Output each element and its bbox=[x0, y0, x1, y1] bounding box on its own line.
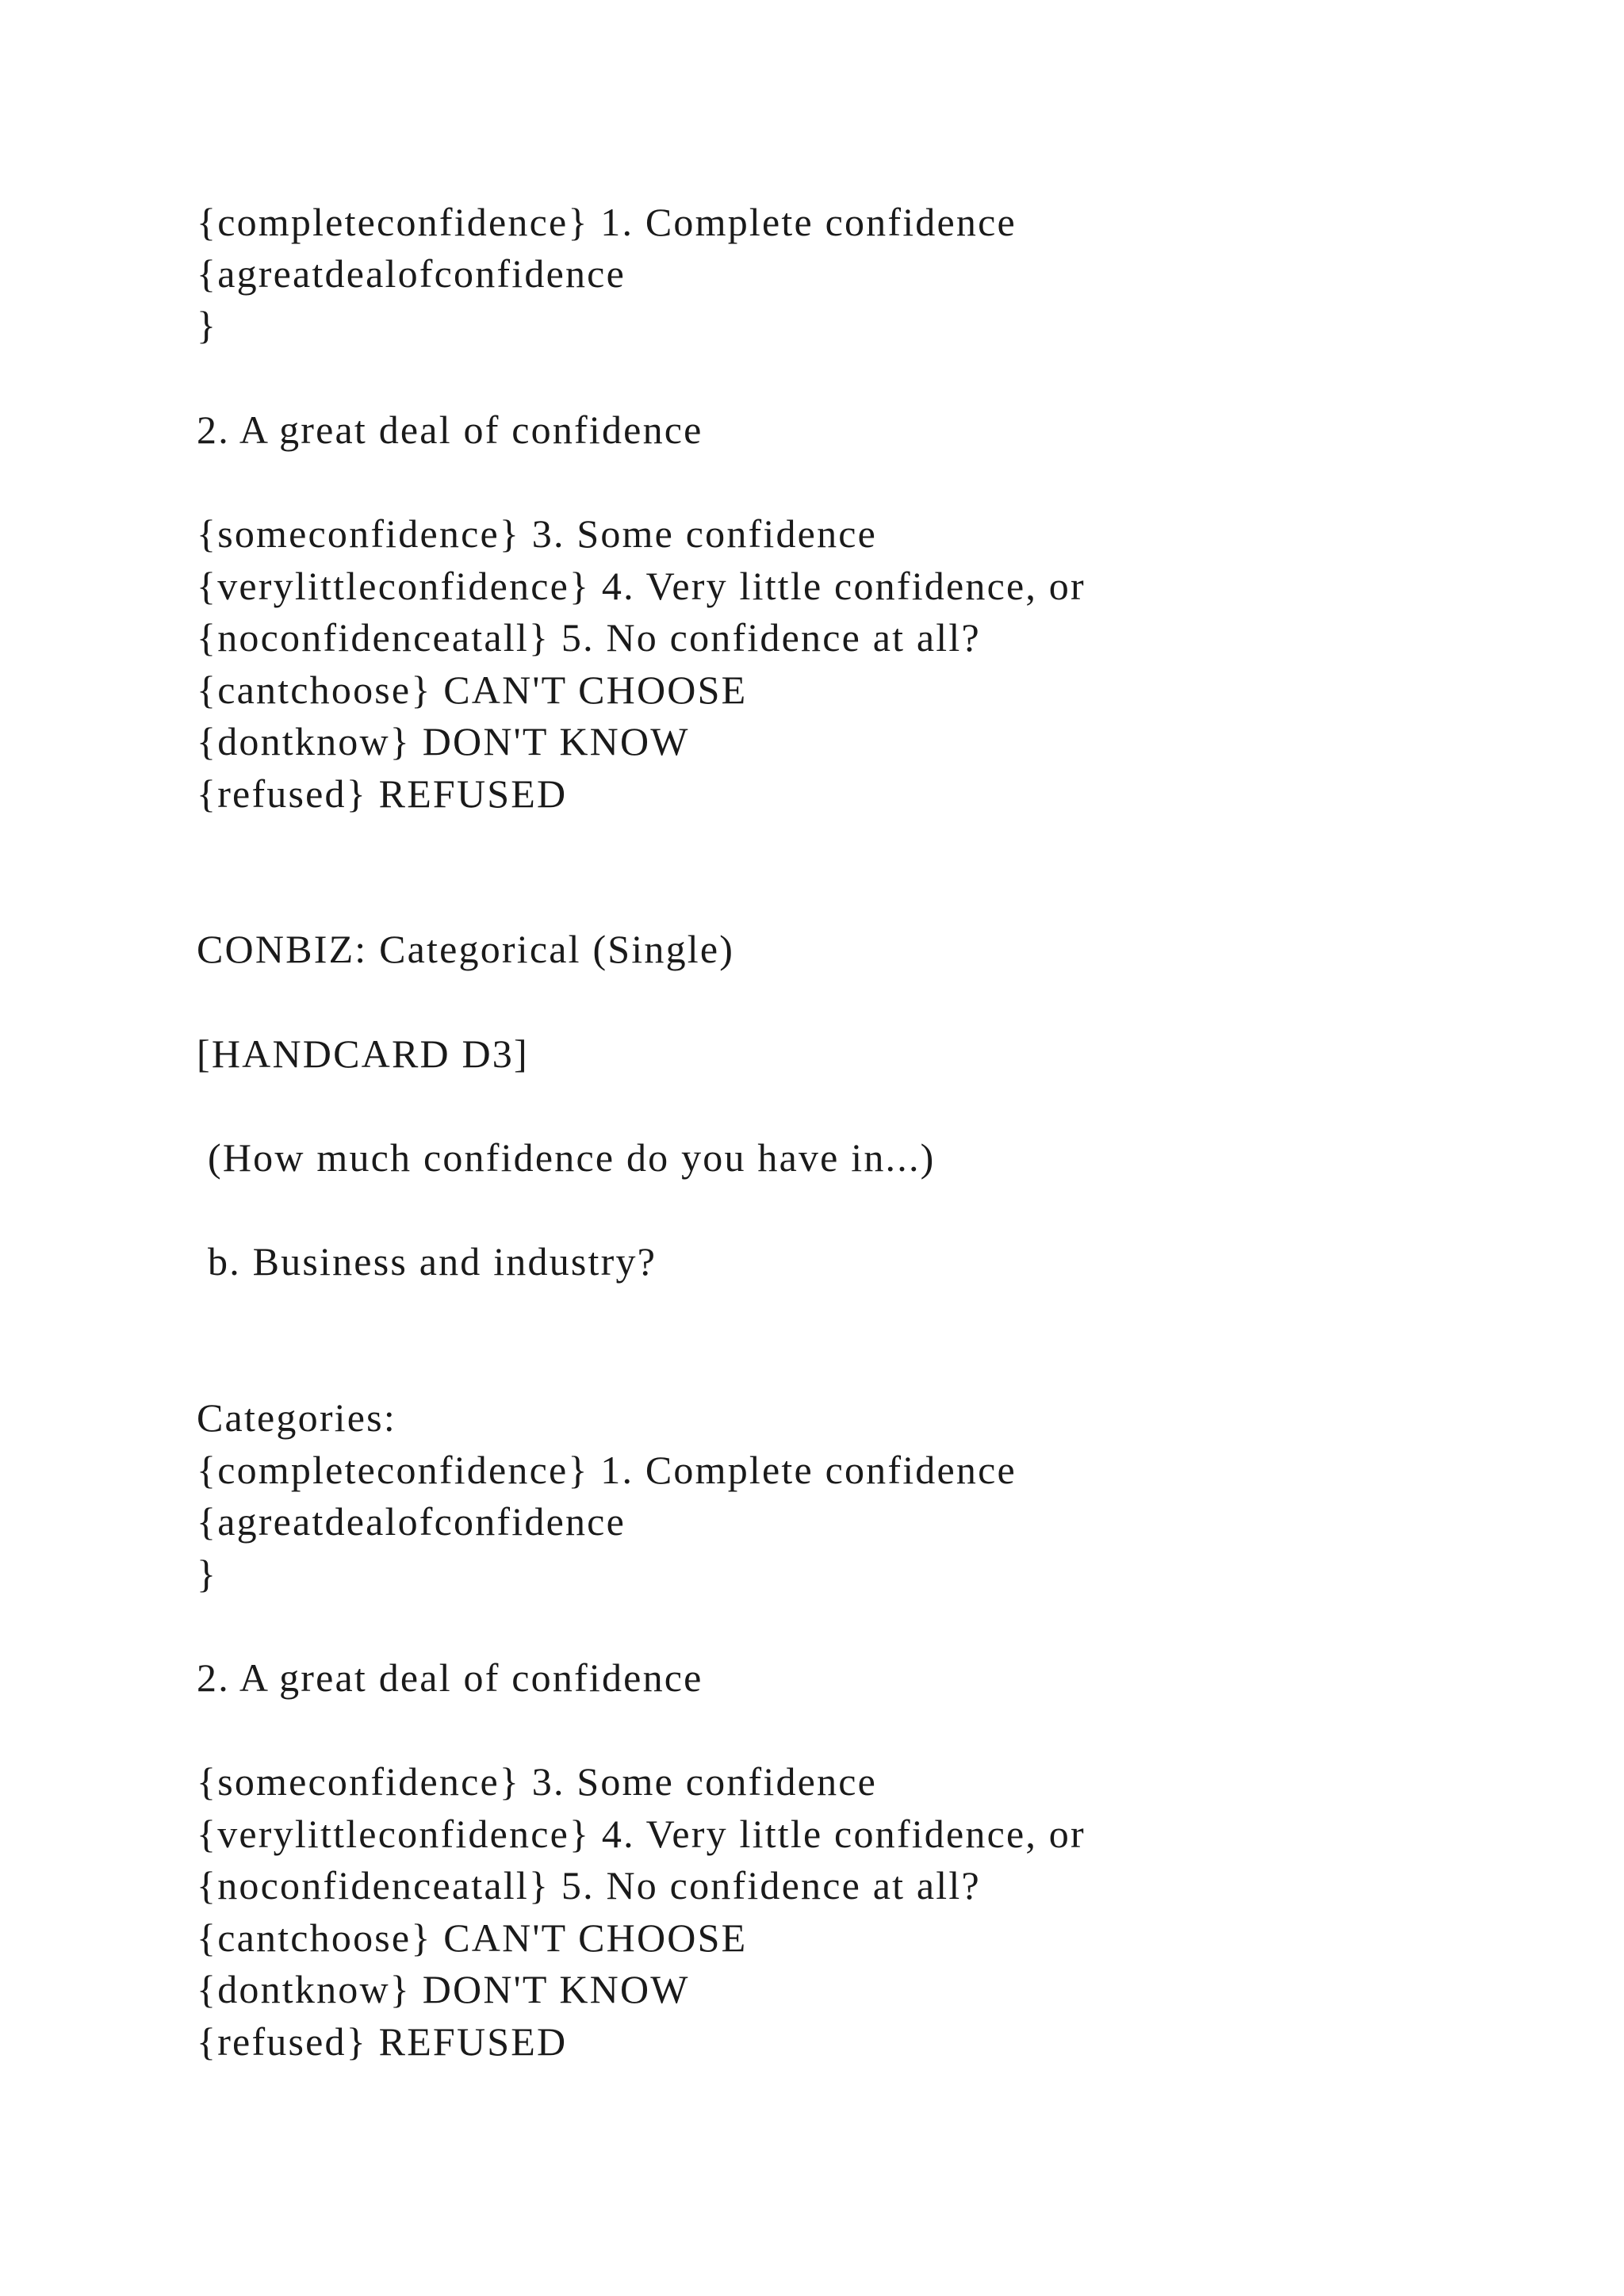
category-line: {someconfidence} 3. Some confidence bbox=[197, 511, 878, 556]
handcard-label: [HANDCARD D3] bbox=[197, 1031, 529, 1076]
category-line: {noconfidenceatall} 5. No confidence at all? bbox=[197, 1863, 981, 1908]
category-line: {someconfidence} 3. Some confidence bbox=[197, 1759, 878, 1804]
category-line: {agreatdealofconfidence bbox=[197, 251, 626, 296]
question-item: b. Business and industry? bbox=[208, 1239, 657, 1284]
question-id: CONBIZ: Categorical (Single) bbox=[197, 927, 735, 971]
category-line: } bbox=[197, 1552, 218, 1596]
category-line: {agreatdealofconfidence bbox=[197, 1499, 626, 1544]
question-prompt: (How much confidence do you have in...) bbox=[208, 1135, 936, 1180]
category-line: {dontknow} DON'T KNOW bbox=[197, 1967, 690, 2011]
category-line: {refused} REFUSED bbox=[197, 771, 568, 816]
category-line: {verylittleconfidence} 4. Very little confidence, or bbox=[197, 1812, 1086, 1856]
category-line: {cantchoose} CAN'T CHOOSE bbox=[197, 1915, 748, 1960]
category-line: {noconfidenceatall} 5. No confidence at all? bbox=[197, 615, 981, 660]
category-line: 2. A great deal of confidence bbox=[197, 408, 703, 452]
category-line: {dontknow} DON'T KNOW bbox=[197, 719, 690, 763]
category-line: 2. A great deal of confidence bbox=[197, 1655, 703, 1700]
category-line: {cantchoose} CAN'T CHOOSE bbox=[197, 668, 748, 712]
category-line: } bbox=[197, 303, 218, 347]
category-line: {completeconfidence} 1. Complete confidence bbox=[197, 1448, 1017, 1492]
category-line: {completeconfidence} 1. Complete confidence bbox=[197, 200, 1017, 244]
category-line: {verylittleconfidence} 4. Very little confidence, or bbox=[197, 564, 1086, 608]
category-line: {refused} REFUSED bbox=[197, 2019, 568, 2064]
categories-heading: Categories: bbox=[197, 1395, 396, 1440]
